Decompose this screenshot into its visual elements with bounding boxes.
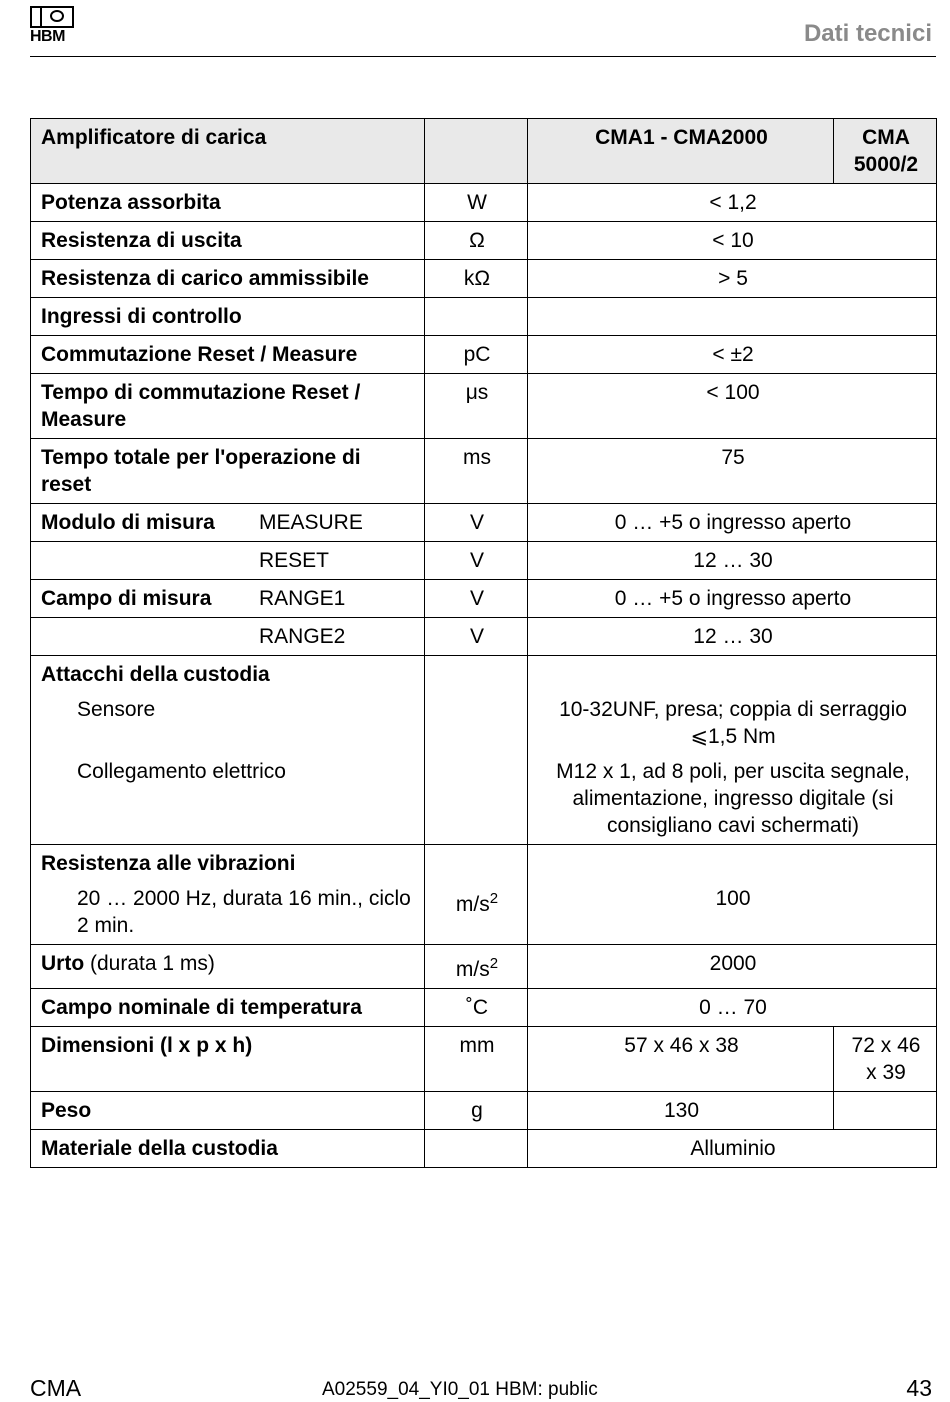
table-row — [31, 1092, 937, 1130]
row-unit: ms — [425, 439, 528, 504]
row-value — [528, 298, 937, 336]
footer-doc-id: A02559_04_YI0_01 HBM: public — [322, 1379, 598, 1400]
row-sublabel: Collegamento elettrico — [77, 760, 286, 783]
row-value: 100 — [528, 845, 937, 945]
row-unit: V — [425, 580, 528, 618]
header-cell-unit — [425, 119, 528, 184]
row-unit: μs — [425, 374, 528, 439]
logo-mark-icon — [30, 6, 74, 28]
table-row — [31, 656, 937, 845]
row-value: 0 … +5 o ingresso aperto — [528, 580, 937, 618]
row-sublabel: RESET — [259, 549, 330, 572]
hbm-logo — [30, 6, 78, 46]
row-sublabel: Sensore — [77, 698, 156, 721]
row-value: < 10 — [528, 222, 937, 260]
row-sublabel: MEASURE — [259, 511, 363, 534]
table-row — [31, 336, 937, 374]
row-label: Tempo totale per l'operazione di reset — [31, 439, 425, 504]
table-row — [31, 618, 937, 656]
row-label: Modulo di misura — [41, 511, 215, 534]
row-unit — [425, 1130, 528, 1168]
row-label-split — [31, 580, 425, 618]
table-row — [31, 260, 937, 298]
footer-product: CMA — [30, 1375, 82, 1401]
row-value: 130 — [528, 1092, 834, 1130]
row-value: < 1,2 — [528, 184, 937, 222]
row-value: < ±2 — [528, 336, 937, 374]
row-value: 12 … 30 — [528, 618, 937, 656]
row-label: Dimensioni (l x p x h) — [31, 1027, 425, 1092]
row-label: Resistenza di carico ammissibile — [31, 260, 425, 298]
row-label: Commutazione Reset / Measure — [31, 336, 425, 374]
row-unit: ˚C — [425, 989, 528, 1027]
page-section-title: Dati tecnici — [803, 20, 932, 47]
row-value: 12 … 30 — [528, 542, 937, 580]
row-sublabel: RANGE1 — [259, 587, 346, 610]
table-row — [31, 542, 937, 580]
row-value-cma5000: 72 x 46 x 39 — [834, 1027, 937, 1092]
table-row — [31, 1027, 937, 1092]
row-label: Urto — [41, 952, 85, 975]
row-label: Peso — [31, 1092, 425, 1130]
table-row — [31, 580, 937, 618]
row-value: 57 x 46 x 38 — [528, 1027, 834, 1092]
row-label: Campo di misura — [41, 587, 212, 610]
table-row — [31, 222, 937, 260]
row-label: Attacchi della custodia — [41, 663, 270, 686]
table-header-row — [31, 119, 937, 184]
row-label-split — [31, 504, 425, 542]
row-label: Campo nominale di temperatura — [31, 989, 425, 1027]
row-sublabel: 20 … 2000 Hz, durata 16 min., ciclo 2 min. — [77, 887, 411, 937]
table-row — [31, 184, 937, 222]
page-number: 43 — [906, 1375, 932, 1401]
row-unit: mm — [425, 1027, 528, 1092]
logo-text: HBM — [30, 28, 65, 45]
row-unit: kΩ — [425, 260, 528, 298]
row-label: Potenza assorbita — [31, 184, 425, 222]
row-unit — [425, 656, 528, 845]
table-row — [31, 845, 937, 945]
row-value: Alluminio — [528, 1130, 937, 1168]
technical-data-table — [30, 118, 937, 1168]
row-label-group — [31, 845, 425, 945]
row-unit: Ω — [425, 222, 528, 260]
row-label-split — [31, 618, 425, 656]
row-value: > 5 — [528, 260, 937, 298]
table-row — [31, 945, 937, 989]
row-label-cell — [31, 945, 425, 989]
row-unit: $m/s^2$ — [425, 845, 528, 945]
row-value: 0 … 70 — [528, 989, 937, 1027]
row-unit: V — [425, 618, 528, 656]
row-label: Tempo di commutazione Reset / Measure — [31, 374, 425, 439]
table-row — [31, 439, 937, 504]
row-label-group — [31, 656, 425, 845]
row-value: 75 — [528, 439, 937, 504]
table-row — [31, 1130, 937, 1168]
row-value: 2000 — [528, 945, 937, 989]
table-row — [31, 504, 937, 542]
row-label-split — [31, 542, 425, 580]
row-unit: g — [425, 1092, 528, 1130]
row-value: 10-32UNF, presa; coppia di serraggio ⩽1,5 Nm — [559, 698, 907, 748]
header-divider — [30, 56, 936, 57]
row-unit: $m/s^2$ — [425, 945, 528, 989]
row-unit: pC — [425, 336, 528, 374]
row-unit: V — [425, 542, 528, 580]
row-label: Materiale della custodia — [31, 1130, 425, 1168]
row-label: Resistenza di uscita — [31, 222, 425, 260]
table-row — [31, 374, 937, 439]
row-unit: W — [425, 184, 528, 222]
row-label-extra: (durata 1 ms) — [84, 952, 215, 975]
table-row — [31, 298, 937, 336]
row-unit: V — [425, 504, 528, 542]
row-value: < 100 — [528, 374, 937, 439]
row-value-group — [528, 656, 937, 845]
header-cell-amplifier: Amplificatore di carica — [31, 119, 425, 184]
header-cell-cma5000: CMA 5000/2 — [834, 119, 937, 184]
row-label: Ingressi di controllo — [31, 298, 425, 336]
row-label: Resistenza alle vibrazioni — [41, 852, 296, 875]
row-sublabel: RANGE2 — [259, 625, 346, 648]
table-row — [31, 989, 937, 1027]
row-value: 0 … +5 o ingresso aperto — [528, 504, 937, 542]
row-value-cma5000 — [834, 1092, 937, 1130]
row-value: M12 x 1, ad 8 poli, per uscita segnale, alimentazione, ingresso digitale (si consigliano cavi schermati) — [556, 760, 910, 837]
row-unit — [425, 298, 528, 336]
header-cell-cma1-cma2000: CMA1 - CMA2000 — [528, 119, 834, 184]
